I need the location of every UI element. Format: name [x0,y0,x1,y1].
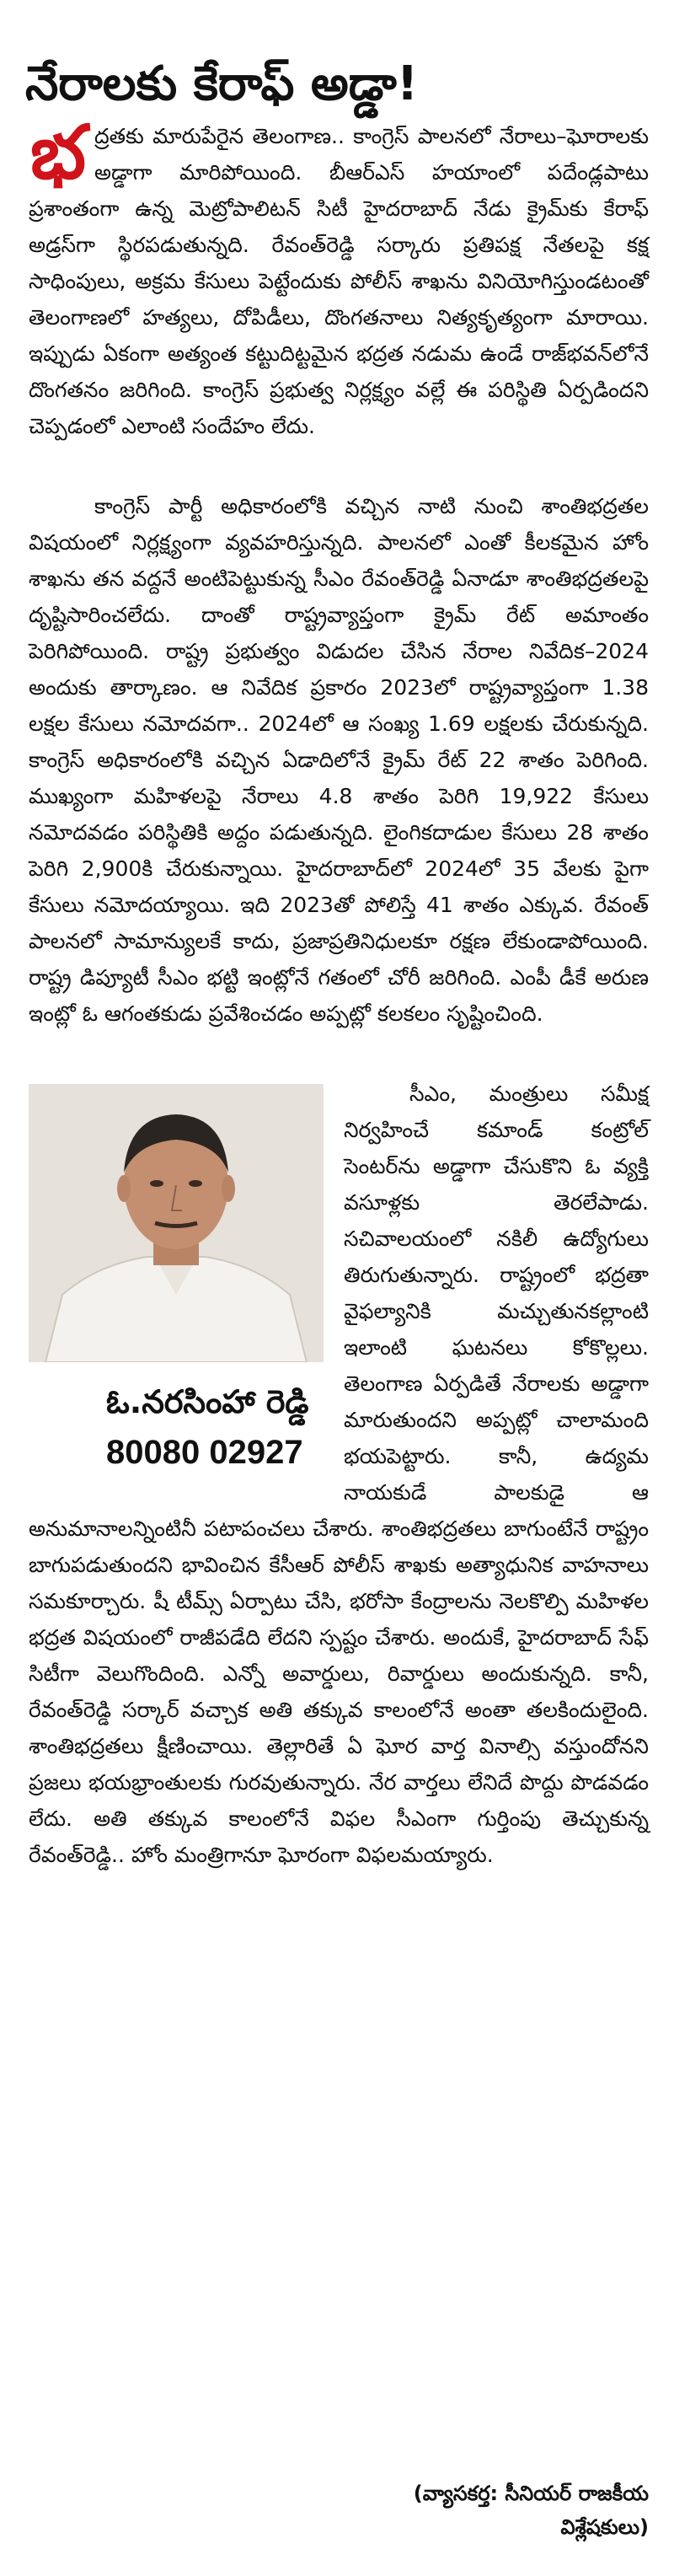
author-phone: 80080 02927 [106,1434,303,1471]
author-name: ఓ.నరసింహా రెడ్డి [106,1383,309,1420]
paragraph-3 [29,1076,649,1873]
author-box [29,1084,324,1494]
author-credit: (వ్యాసకర్త: సీనియర్ రాజకీయ విశ్లేషకులు) [413,2482,649,2539]
drop-cap: భ [30,109,87,196]
paragraph-1 [29,109,649,444]
headline: నేరాలకు కేరాఫ్ అడ్డా! [25,56,419,111]
paragraph-2: కాంగ్రెస్ పార్టీ అధికారంలోకి వచ్చిన నాటి నుంచి శాంతిభద్రతల విషయంలో నిర్లక్ష్యంగా వ్యవహరిస్తున్నది. పాలనలో ఎంతో కీలకమైన హోం శాఖను తన వద్దనే అంటిపెట్టుకున్న సీఎం రేవంత్‌రెడ్డి ఏనాడూ శాంతిభద్రతలపై దృష్టిసారించలేదు. దాంతో రాష్ట్రవ్యాప్తంగా క్రైమ్ రేట్ అమాంతం పెరిగిపోయింది. రాష్ట్ర ప్రభుత్వం విడుదల చేసిన నేరాల నివేదిక–2024 అందుకు తార్కాణం. ఆ నివేదిక ప్రకారం 2023లో రాష్ట్రవ్యాప్తంగా 1.38 లక్షల కేసులు నమోదవగా.. 2024లో ఆ సంఖ్య 1.69 లక్షలకు చేరుకున్నది. కాంగ్రెస్ అధికారంలోకి వచ్చిన ఏడాదిలోనే క్రైమ్ రేట్ 22 శాతం పెరిగింది. ముఖ్యంగా మహిళలపై నేరాలు 4.8 శాతం పెరిగి 19,922 కేసులు నమోదవడం పరిస్థితికి అద్దం పడుతున్నది. లైంగికదాడుల కేసులు 28 శాతం పెరిగి 2,900కి చేరుకున్నాయి. హైదరాబాద్‌లో 2024లో 35 వేలకు పైగా కేసులు నమోదయ్యాయి. ఇది 2023తో పోలిస్తే 41 శాతం ఎక్కువ. రేవంత్ పాలనలో సామాన్యులకే కాదు, ప్రజాప్రతినిధులకూ రక్షణ లేకుండాపోయింది. రాష్ట్ర డిప్యూటీ సీఎం భట్టి ఇంట్లోనే గతంలో చోరీ జరిగింది. ఎంపీ డీకే అరుణ ఇంట్లో ఓ ఆగంతకుడు ప్రవేశించడం అప్పట్లో కలకలం సృష్టించింది. [29,494,649,1026]
author-photo [29,1084,324,1362]
article-body [29,109,649,1917]
paragraph-3-text: సీఎం, మంత్రులు సమీక్ష నిర్వహించే కమాండ్ కంట్రోల్ సెంటర్‌ను అడ్డాగా చేసుకొని ఓ వ్యక్తి వసూళ్లకు తెరలేపాడు. సచివాలయంలో నకిలీ ఉద్యోగులు తిరుగుతున్నారు. రాష్ట్రంలో భద్రతా వైఫల్యానికి మచ్చుతునకల్లాంటి ఇలాంటి ఘటనలు కోకొల్లలు. తెలంగాణ ఏర్పడితే నేరాలకు అడ్డాగా మారుతుందని అప్పట్లో చాలామంది భయపెట్టారు. కానీ, ఉద్యమ నాయకుడే పాలకుడై ఆ అనుమానాలన్నింటినీ పటాపంచలు చేశారు. శాంతిభద్రతలు బాగుంటేనే రాష్ట్రం బాగుపడుతుందని భావించిన కేసీఆర్ పోలీస్ శాఖకు అత్యాధునిక వాహనాలు సమకూర్చారు. షీ టీమ్స్ ఏర్పాటు చేసి, భరోసా కేంద్రాలను నెలకొల్పి మహిళల భద్రత విషయంలో రాజీపడేది లేదని స్పష్టం చేశారు. అందుకే, హైదరాబాద్ సేఫ్ సిటీగా వెలుగొందింది. ఎన్నో అవార్డులు, రివార్డులు అందుకున్నది. కానీ, రేవంత్‌రెడ్డి సర్కార్ వచ్చాక అతి తక్కువ కాలంలోనే అంతా తలకిందులైంది. శాంతిభద్రతలు క్షీణించాయి. తెల్లారితే ఏ ఘోర వార్త వినాల్సి వస్తుందోనని ప్రజలు భయభ్రాంతులకు గురవుతున్నారు. నేర వార్తలు లేనిదే పొద్దు పొడవడం లేదు. అతి తక్కువ కాలంలోనే విఫల సీఎంగా గుర్తింపు తెచ్చుకున్న రేవంత్‌రెడ్డి.. హోం మంత్రిగానూ ఘోరంగా విఫలమయ్యారు. [29,1081,649,1867]
paragraph-1-text: ద్రతకు మారుపేరైన తెలంగాణ.. కాంగ్రెస్ పాలనలో నేరాలు–ఘోరాలకు అడ్డాగా మారిపోయింది. బీఆర్ఎస్ హయాంలో పదేండ్లపాటు ప్రశాంతంగా ఉన్న మెట్రోపాలిటన్ సిటీ హైదరాబాద్ నేడు క్రైమ్‌కు కేరాఫ్ అడ్రస్‌గా స్థిరపడుతున్నది. రేవంత్‌రెడ్డి సర్కారు ప్రతిపక్ష నేతలపై కక్ష సాధింపులు, అక్రమ కేసులు పెట్టేందుకు పోలీస్ శాఖను వినియోగిస్తుండటంతో తెలంగాణలో హత్యలు, దోపిడీలు, దొంగతనాలు నిత్యకృత్యంగా మారాయి. ఇప్పుడు ఏకంగా అత్యంత కట్టుదిట్టమైన భద్రత నడుమ ఉండే రాజ్‌భవన్‌లోనే దొంగతనం జరిగింది. కాంగ్రెస్ ప్రభుత్వ నిర్లక్ష్యం వల్లే ఈ పరిస్థితి ఏర్పడిందని చెప్పడంలో ఎలాంటి సందేహం లేదు. [29,124,649,438]
